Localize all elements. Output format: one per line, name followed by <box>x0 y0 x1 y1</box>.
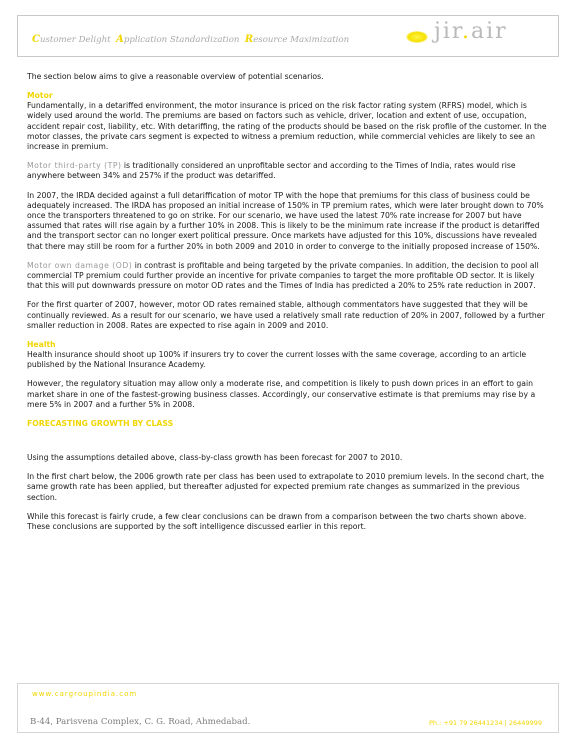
logo-text-main: jir <box>434 19 462 44</box>
letterhead-header <box>17 15 559 57</box>
section-heading-health: Health <box>27 340 56 350</box>
paragraph-irda-2007: In 2007, the IRDA decided against a full detariffication of motor TP with the hope that premiums for this class of business could be adequately increased. The IRDA has proposed an initial increase of 150% in TP premium rates, which were later brought down to 70% once the transporters threatened to go on strike. For our scenario, we have used the latest 70% rate increase for 2007 but have assumed that rates will rise again by a further 10% in 2008. This is likely to be the minimum rate increase if the product is detariffed and the transport sector can no longer exert political pressure. Once markets have adjusted for this 10%, discussions have revealed that there may still be room for a further 20% in both 2009 and 2010 in order to converge to the initially proposed increase of 150%. <box>27 190 544 251</box>
tagline-word-customer-delight: ustomer Delight <box>39 35 111 45</box>
paragraph-motor-tp <box>27 161 547 181</box>
section-heading-forecasting: FORECASTING GROWTH BY CLASS <box>27 419 174 429</box>
paragraph-motor-od <box>27 261 547 292</box>
footer-contact: Ph.: +91 79 26441234 | 26449999 <box>429 719 542 727</box>
tagline-cap-a: A <box>116 34 124 45</box>
tagline-cap-r: R <box>244 34 254 45</box>
sun-logo-icon <box>406 31 428 43</box>
logo-wordmark <box>434 19 508 44</box>
company-tagline <box>32 34 349 45</box>
text-motor-tp: is traditionally considered an unprofitable sector and according to the Times of India, rates would rise anywhere between 34% and 257% if the product was detariffed. <box>27 161 516 181</box>
footer-address: B-44, Parisvena Complex, C. G. Road, Ahmedabad. <box>30 717 251 727</box>
paragraph-forecast-3: While this forecast is fairly crude, a few clear conclusions can be drawn from a comparison between the two charts shown above. These conclusions are supported by the soft intelligence discussed earlier in this report. <box>27 511 527 532</box>
paragraph-od-q1-2007: For the first quarter of 2007, however, motor OD rates remained stable, although commentators have suggested that they will be continually reviewed. As a result for our scenario, we have used a relatively small rate reduction of 20% in 2007, followed by a further smaller reduction in 2008. Rates are expected to rise again in 2009 and 2010. <box>27 300 545 330</box>
tagline-word-application: pplication Standardization <box>123 35 240 45</box>
tagline-cap-c: C <box>32 34 40 45</box>
tagline-word-resource: esource Maximization <box>253 35 350 45</box>
intro-paragraph: The section below aims to give a reasonable overview of potential scenarios. <box>27 72 324 81</box>
section-heading-motor: Motor <box>27 91 53 101</box>
paragraph-forecast-2: In the first chart below, the 2006 growth rate per class has been used to extrapolate to 2010 premium levels. In the second chart, the same growth rate has been applied, but thereafter adjusted for expected premium rate changes as summarized in the previous section. <box>27 472 545 502</box>
term-motor-tp: Motor third-party (TP) <box>27 161 122 171</box>
paragraph-health-2: However, the regulatory situation may allow only a moderate rise, and competition is likely to push down prices in an effort to gain market share in one of the fastest-growing business classes. Accordingly, our conservative estimate is that premiums may rise by a mere 5% in 2007 and a further 5% in 2008. <box>27 379 536 409</box>
term-motor-od: Motor own damage (OD) <box>27 260 133 270</box>
logo-text-tail: air <box>470 19 508 44</box>
logo-text-dot: . <box>461 19 471 44</box>
paragraph-motor-rfrs: Fundamentally, in a detariffed environment, the motor insurance is priced on the risk factor rating system (RFRS) model, which is widely used around the world. The premiums are based on factors such as vehicle, driver, location and extent of use, occupation, accident repair cost, liability, etc. With detariffing, the rating of the products should be based on the risk profile of the customer. In the motor classes, the private cars segment is expected to witness a premium reduction, while commercial vehicles are likely to see an increase in premium. <box>27 101 547 152</box>
paragraph-health-1: Health insurance should shoot up 100% if insurers try to cover the current losses with the same coverage, according to an article published by the National Insurance Academy. <box>27 350 527 370</box>
company-logo <box>406 19 546 53</box>
paragraph-forecast-1: Using the assumptions detailed above, class-by-class growth has been forecast for 2007 to 2010. <box>27 453 403 463</box>
footer-website: www.cargroupindia.com <box>32 690 138 698</box>
text-motor-od: in contrast is profitable and being targeted by the private companies. In addition, the decision to pool all commercial TP premium could further provide an incentive for private companies to target the more profitable OD sector. It is likely that this will put downwards pressure on motor OD rates and the Times of India has predicted a 20% to 25% rate reduction in 2007. <box>27 260 539 291</box>
body-content <box>27 72 547 541</box>
letterhead-footer <box>17 683 559 733</box>
